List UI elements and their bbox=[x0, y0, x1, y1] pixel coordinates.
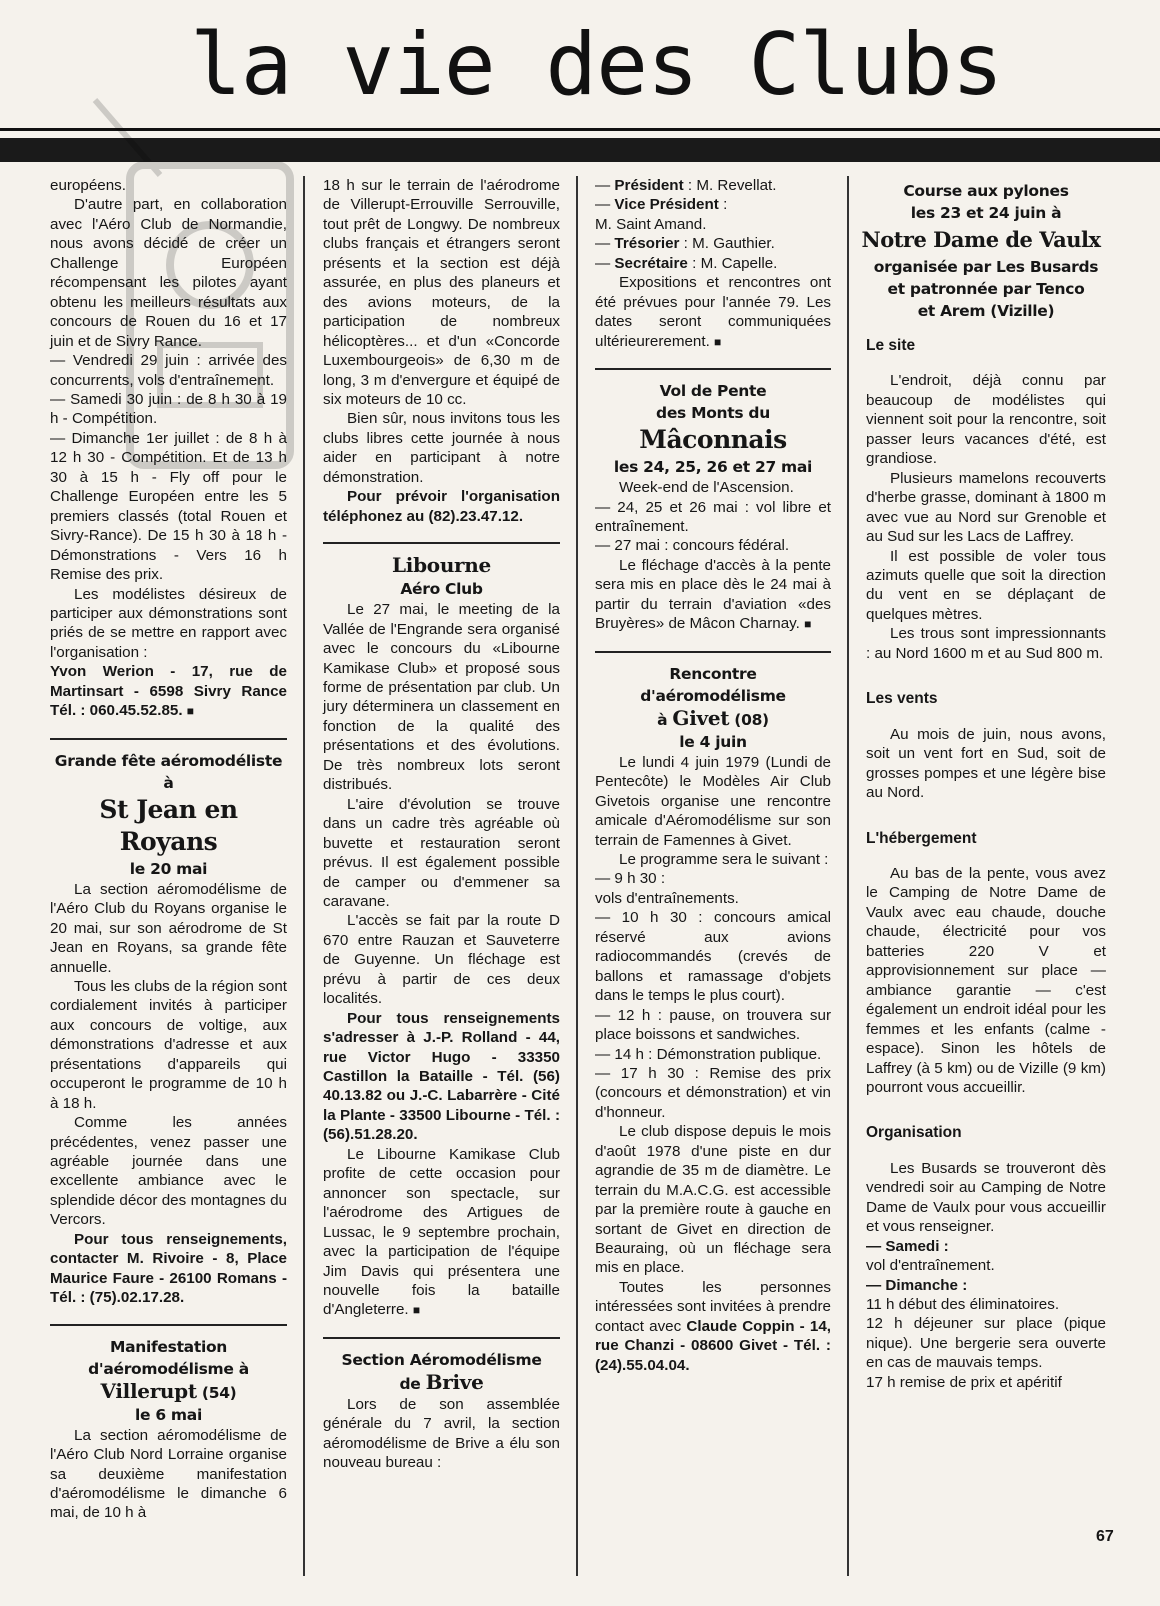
list-item: — Trésorier : M. Gauthier. bbox=[595, 235, 775, 253]
paragraph: L'aire d'évolution se trouve dans un cadre très agréable où buvette et restauration seront prévus. Il est également possible de camper ou d'emmener sa caravane. bbox=[323, 795, 560, 910]
list-item: — Vice Président : bbox=[595, 196, 728, 214]
paragraph: — 17 h 30 : Remise des prix (concours et démonstration) et vin d'honneur. bbox=[595, 1064, 831, 1121]
paragraph: L'accès se fait par la route D 670 entre Rauzan et Sauveterre de Guyenne. Un fléchage est prévu à partir de ces deux localités. bbox=[323, 912, 560, 1008]
section-heading: Manifestation bbox=[109, 1337, 228, 1356]
section-divider bbox=[595, 368, 831, 370]
paragraph: La section aéromodélisme de l'Aéro Club Nord Lorraine organise sa deuxième manifestation d'aéromodélisme le dimanche 6 mai, de 10 h à bbox=[50, 1426, 287, 1522]
schedule-day: — Samedi : bbox=[866, 1237, 949, 1255]
paragraph: — Vendredi 29 juin : arrivée des concurrents, vols d'entraînement. bbox=[50, 352, 287, 389]
paragraph: Expositions et rencontres ont été prévues pour l'année 79. Les dates seront communiquées ultérieurerement. ■ bbox=[595, 274, 831, 350]
section-title: Mâconnais bbox=[639, 425, 787, 455]
paragraph: La section aéromodélisme de l'Aéro Club du Royans organise le 20 mai, sur son aérodrome de St Jean en Royans, sa grande fête annuelle. bbox=[50, 880, 287, 976]
paragraph: Plusieurs mamelons recouverts d'herbe grasse, dominant à 1800 m avec vue au Nord sur Grenoble et au Sud sur les Lacs de Laffrey. bbox=[866, 469, 1106, 546]
paragraph: Le club dispose depuis le mois d'août 1978 d'une piste en dur agrandie de 35 m de diamètre. Le terrain du M.A.C.G. est accessible par la première route à gauche en sortant de Givet en direction de Beauraing, où un fléchage sera mis en place. bbox=[595, 1123, 831, 1277]
subheading: L'hébergement bbox=[866, 829, 977, 847]
contact-info: Yvon Werion - 17, rue de Martinsart - 6598 Sivry Rance Tél. : 060.45.52.85. ■ bbox=[50, 663, 287, 720]
column-divider bbox=[847, 176, 849, 1576]
section-title: St Jean en Royans bbox=[99, 794, 238, 856]
section-title: de Brive bbox=[399, 1369, 484, 1394]
section-heading: et Arem (Vizille) bbox=[917, 302, 1055, 320]
section-date: le 6 mai bbox=[135, 1405, 202, 1424]
paragraph: Le 27 mai, le meeting de la Vallée de l'Engrande sera organisé avec le concours du «Libourne Kamikase Club» et proposé sous forme de présentation par club. Un jury déterminera un classement en fonction de la qualité des présentations et des évolutions. De très nombreux lots seront distribués. bbox=[323, 601, 560, 794]
paragraph: vol d'entraînement. bbox=[866, 1257, 995, 1275]
paragraph: D'autre part, en collaboration avec l'Aéro Club de Normandie, nous avons décidé de créer un Challenge Européen récompensant les pilotes ayant obtenu les meilleurs résultats aux concours de Rouen du 16 et 17 juin et de Sivry Rance. bbox=[50, 196, 287, 350]
section-title: Notre Dame de Vaulx bbox=[861, 227, 1101, 252]
end-mark: ■ bbox=[186, 704, 195, 719]
subheading: Organisation bbox=[866, 1124, 962, 1142]
paragraph: Les modélistes désireux de participer aux démonstrations sont priés de se mettre en rapport avec l'organisation : bbox=[50, 585, 287, 661]
list-item: — Secrétaire : M. Capelle. bbox=[595, 254, 778, 272]
paragraph: Le Libourne Kamikase Club profite de cette occasion pour annoncer son spectacle, sur l'aérodrome des Artigues de Lussac, le 9 septembre prochain, avec la participation de l'équipe Jim Davis qui présentera une nouvelle fois la bataille d'Angleterre. ■ bbox=[323, 1145, 560, 1319]
paragraph: Lors de son assemblée générale du 7 avril, la section aéromodélisme de Brive a élu son nouveau bureau : bbox=[323, 1395, 560, 1472]
section-heading: et patronnée par Tenco bbox=[887, 280, 1085, 298]
section-heading: organisée par Les Busards bbox=[873, 258, 1099, 276]
header-rule-thin bbox=[0, 128, 1160, 131]
section-heading: les 23 et 24 juin à bbox=[910, 204, 1062, 222]
list-item: M. Saint Amand. bbox=[595, 215, 707, 233]
page-title: la vie des Clubs bbox=[190, 15, 1003, 115]
section-heading: Grande fête aéromodéliste à bbox=[54, 751, 283, 792]
section-title: Villerupt (54) bbox=[100, 1378, 237, 1403]
section-divider bbox=[323, 1337, 560, 1339]
column-3 bbox=[595, 176, 831, 1375]
list-item: — Président : M. Revellat. bbox=[595, 177, 777, 194]
paragraph: Le lundi 4 juin 1979 (Lundi de Pentecôte) le Modèles Air Club Givetois organise une rencontre amicale d'Aéromodélisme sur son terrain de Famennes à Givet. bbox=[595, 753, 831, 849]
paragraph: Au bas de la pente, vous avez le Camping de Notre Dame de Vaulx avec eau chaude, douche chaude, électricité pour vos batteries 220 V et approvisionnement sur place — ambiance garantie — c'est également un endroit idéal pour les femmes et les enfants (calme - espace). Sinon les hôtels de Laffrey (à 5 km) ou de Vizille (9 km) pourront vous accueillir. bbox=[866, 864, 1106, 1096]
paragraph: européens. bbox=[50, 177, 126, 194]
subheading: Le site bbox=[866, 337, 916, 354]
section-heading: Rencontre d'aéromodélisme bbox=[640, 664, 786, 705]
section-divider bbox=[50, 1324, 287, 1326]
section-title: à Givet (08) bbox=[657, 705, 769, 730]
paragraph: Les Busards se trouveront dès vendredi soir au Camping de Notre Dame de Vaulx pour vous accueillir et vous renseigner. bbox=[866, 1159, 1106, 1236]
contact-info: Pour tous renseignements, contacter M. Rivoire - 8, Place Maurice Faure - 26100 Romans - Tél. : (75).02.17.28. bbox=[50, 1230, 287, 1307]
column-1 bbox=[50, 176, 287, 1523]
paragraph: Il est possible de voler tous azimuts quelle que soit la direction du vent en se déplaçant de quelques mètres. bbox=[866, 547, 1106, 623]
paragraph: — 12 h : pause, on trouvera sur place boissons et sandwiches. bbox=[595, 1006, 831, 1044]
paragraph: — 9 h 30 : bbox=[595, 870, 666, 888]
paragraph: 11 h début des éliminatoires. bbox=[866, 1296, 1060, 1314]
paragraph: Bien sûr, nous invitons tous les clubs libres cette journée à nous aider en participant à notre démonstration. bbox=[323, 410, 560, 486]
end-mark: ■ bbox=[804, 617, 812, 632]
paragraph: Comme les années précédentes, venez passer une agréable journée dans une excellente ambiance avec le splendide décor des montagnes du Vercors. bbox=[50, 1114, 287, 1229]
section-heading: Course aux pylones bbox=[903, 182, 1069, 200]
column-2 bbox=[323, 176, 560, 1473]
contact-info: Pour tous renseignements s'adresser à J.-P. Rolland - 44, rue Victor Hugo - 33350 Castillon la Bataille - Tél. (56) 40.13.82 ou J.-C. Labarrère - Cité la Plante - 33500 Libourne - Tél. : (56).51.28.20. bbox=[323, 1009, 560, 1144]
paragraph: — 24, 25 et 26 mai : vol libre et entraînement. bbox=[595, 498, 831, 535]
paragraph: Les trous sont impressionnants : au Nord 1600 m et au Sud 800 m. bbox=[866, 625, 1106, 662]
column-divider bbox=[576, 176, 578, 1576]
section-heading: d'aéromodélisme à bbox=[88, 1359, 249, 1378]
section-date: le 4 juin bbox=[679, 732, 747, 751]
paragraph: 12 h déjeuner sur place (pique nique). Une bergerie sera ouverte en cas de mauvais temps. bbox=[866, 1315, 1106, 1372]
schedule-day: — Dimanche : bbox=[866, 1276, 968, 1294]
paragraph: 17 h remise de prix et apéritif bbox=[866, 1373, 1062, 1391]
paragraph: Tous les clubs de la région sont cordialement invités à participer aux concours de voltige, aux démonstrations d'adresse et aux présentations d'appareils qui occuperont le programme de 10 h à 18 h. bbox=[50, 977, 287, 1112]
end-mark: ■ bbox=[412, 1303, 421, 1318]
section-title: Libourne bbox=[392, 553, 491, 578]
masthead bbox=[0, 0, 1160, 130]
paragraph: Le programme sera le suivant : bbox=[619, 850, 829, 868]
section-heading: Vol de Pente bbox=[659, 382, 767, 401]
paragraph: vols d'entraînements. bbox=[595, 889, 739, 907]
contact-info: Claude Coppin - 14, rue Chanzi - 08600 Givet - Tél. : (24).55.04.04. bbox=[595, 1317, 831, 1374]
paragraph: Toutes les personnes intéressées sont invitées à prendre contact avec Claude Coppin - 14, rue Chanzi - 08600 Givet - Tél. : (24).55.04.04. bbox=[595, 1278, 831, 1374]
section-divider bbox=[323, 542, 560, 544]
paragraph: — 14 h : Démonstration publique. bbox=[595, 1045, 822, 1063]
paragraph: — Dimanche 1er juillet : de 8 h à 12 h 30 - Compétition. Et de 13 h 30 à 15 h - Fly off pour le Challenge Européen entre les 5 premiers classés (total Rouen et Sivry-Rance). De 15 h 30 à 18 h - Démonstrations - Vers 16 h Remise des prix. bbox=[50, 429, 287, 584]
section-divider bbox=[50, 738, 287, 740]
paragraph: — Samedi 30 juin : de 8 h 30 à 19 h - Compétition. bbox=[50, 390, 287, 428]
end-mark: ■ bbox=[714, 334, 722, 349]
column-4 bbox=[861, 176, 1106, 1392]
paragraph: 18 h sur le terrain de l'aérodrome de Villerupt-Errouville Serrouville, tout prêt de Longwy. De nombreux clubs français et étrangers seront présents et la section est déjà assurée, en plus des planeurs et des avions moteurs, de la participation de nombreux hélicoptères... et d'un «Concorde Luxembourgeois» de 6,30 m de long, 3 m d'envergure et équipé de six moteurs de 10 cc. bbox=[323, 177, 560, 408]
paragraph: — 10 h 30 : concours amical réservé aux avions radiocommandés (crevés de ballons et ramassage d'objets dans le temps le plus court). bbox=[595, 909, 831, 1005]
paragraph: Le fléchage d'accès à la pente sera mis en place dès le 24 mai à partir du terrain d'aviation «des Bruyères» de Mâcon Charnay. ■ bbox=[595, 556, 831, 633]
paragraph: L'endroit, déjà connu par beaucoup de modélistes qui viennent soit pour la rencontre, soit passer leurs vacances d'été, est grandiose. bbox=[866, 372, 1106, 468]
section-heading: des Monts du bbox=[656, 404, 770, 423]
header-rule-thick bbox=[0, 138, 1160, 162]
paragraph: — 27 mai : concours fédéral. bbox=[595, 537, 790, 555]
section-date: le 20 mai bbox=[129, 859, 208, 878]
paragraph: Au mois de juin, nous avons, soit un vent fort en Sud, soit de grosses pompes et une légère bise au Nord. bbox=[866, 725, 1106, 802]
subheading: Les vents bbox=[866, 690, 938, 708]
section-subtitle: Aéro Club bbox=[400, 580, 483, 599]
contact-info: Pour prévoir l'organisation téléphonez au (82).23.47.12. bbox=[323, 488, 560, 525]
section-date: les 24, 25, 26 et 27 mai bbox=[613, 458, 813, 477]
section-heading: Section Aéromodélisme bbox=[341, 1350, 542, 1369]
column-divider bbox=[303, 176, 305, 1576]
bureau-list bbox=[595, 176, 831, 273]
section-divider bbox=[595, 651, 831, 653]
page-number: 67 bbox=[1096, 1528, 1114, 1545]
paragraph: Week-end de l'Ascension. bbox=[619, 479, 794, 497]
